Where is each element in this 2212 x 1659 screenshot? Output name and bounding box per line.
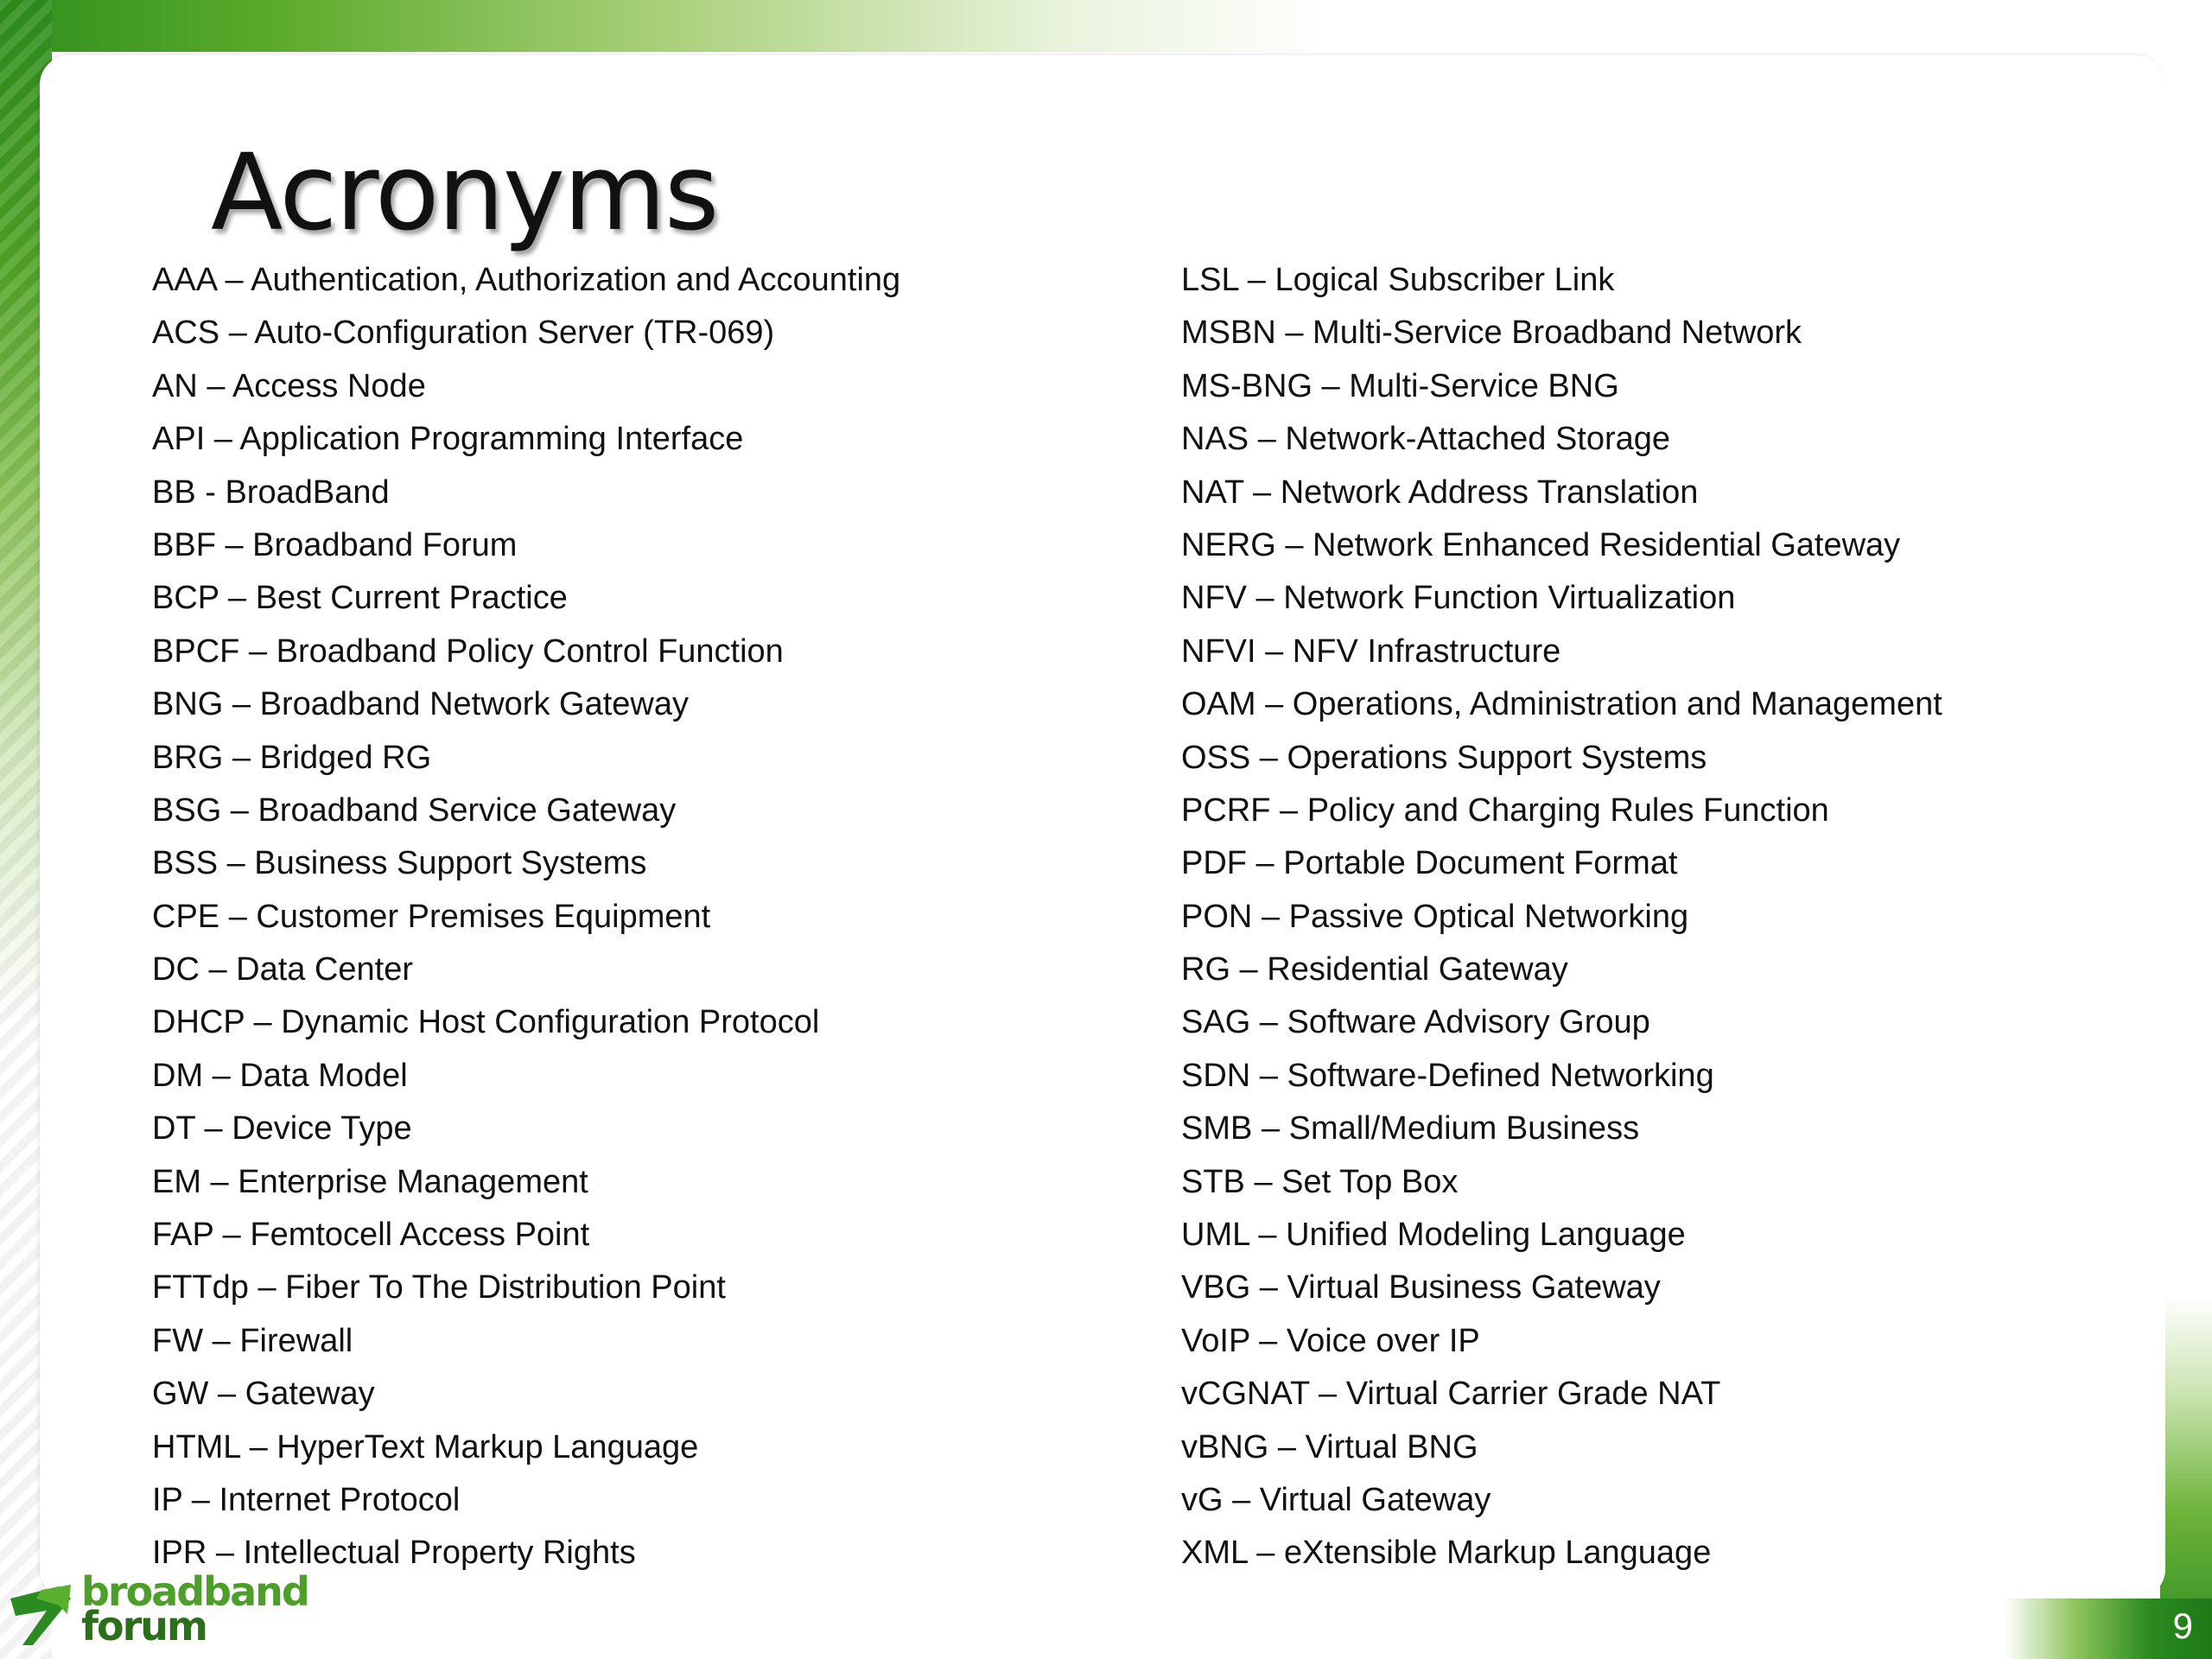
acronym-item: DM – Data Model bbox=[152, 1057, 408, 1094]
acronym-item: API – Application Programming Interface bbox=[152, 421, 744, 458]
acronym-item: VBG – Virtual Business Gateway bbox=[1181, 1269, 1661, 1306]
frame-top-band bbox=[0, 0, 2212, 52]
logo-text-line1: broadband bbox=[81, 1568, 308, 1615]
acronym-item: IP – Internet Protocol bbox=[152, 1481, 461, 1518]
acronym-item: PON – Passive Optical Networking bbox=[1181, 898, 1689, 935]
acronym-item: SDN – Software-Defined Networking bbox=[1181, 1057, 1714, 1094]
acronym-item: AN – Access Node bbox=[152, 367, 426, 404]
acronym-item: BSS – Business Support Systems bbox=[152, 845, 647, 882]
acronym-item: PDF – Portable Document Format bbox=[1181, 845, 1678, 882]
acronym-item: HTML – HyperText Markup Language bbox=[152, 1428, 699, 1465]
acronym-item: BSG – Broadband Service Gateway bbox=[152, 791, 677, 829]
acronym-item: FW – Firewall bbox=[152, 1322, 353, 1359]
acronym-item: OAM – Operations, Administration and Management bbox=[1181, 686, 1942, 723]
acronym-item: BB - BroadBand bbox=[152, 474, 390, 511]
acronym-item: ACS – Auto-Configuration Server (TR-069) bbox=[152, 315, 775, 352]
acronym-item: LSL – Logical Subscriber Link bbox=[1181, 262, 1615, 298]
acronym-item: BRG – Bridged RG bbox=[152, 739, 432, 776]
acronym-item: SAG – Software Advisory Group bbox=[1181, 1004, 1650, 1041]
acronym-item: DHCP – Dynamic Host Configuration Protocol bbox=[152, 1004, 820, 1041]
acronym-item: UML – Unified Modeling Language bbox=[1181, 1217, 1686, 1254]
acronym-item: BNG – Broadband Network Gateway bbox=[152, 686, 689, 723]
broadband-forum-arrow-icon bbox=[7, 1581, 76, 1650]
acronym-item: CPE – Customer Premises Equipment bbox=[152, 898, 711, 935]
acronym-item: FTTdp – Fiber To The Distribution Point bbox=[152, 1269, 726, 1306]
acronym-item: NAS – Network-Attached Storage bbox=[1181, 421, 1671, 458]
acronym-item: BPCF – Broadband Policy Control Function bbox=[152, 632, 784, 670]
acronym-item: DC – Data Center bbox=[152, 951, 414, 988]
acronym-item: BCP – Best Current Practice bbox=[152, 580, 568, 617]
acronym-item: NAT – Network Address Translation bbox=[1181, 474, 1699, 511]
logo-text-line2: forum bbox=[81, 1603, 207, 1649]
acronym-item: AAA – Authentication, Authorization and Accounting bbox=[152, 262, 901, 298]
acronym-item: IPR – Intellectual Property Rights bbox=[152, 1535, 636, 1572]
slide-title: Acronyms bbox=[211, 131, 718, 254]
acronym-item: vCGNAT – Virtual Carrier Grade NAT bbox=[1181, 1376, 1721, 1413]
acronym-item: RG – Residential Gateway bbox=[1181, 951, 1568, 988]
acronym-item: EM – Enterprise Management bbox=[152, 1163, 588, 1200]
acronym-item: NFVI – NFV Infrastructure bbox=[1181, 632, 1561, 670]
acronym-item: MSBN – Multi-Service Broadband Network bbox=[1181, 315, 1802, 352]
page-number: 9 bbox=[2172, 1605, 2193, 1646]
acronym-item: PCRF – Policy and Charging Rules Function bbox=[1181, 791, 1829, 829]
acronym-list-left bbox=[152, 256, 900, 1582]
acronym-item: vBNG – Virtual BNG bbox=[1181, 1428, 1478, 1465]
acronym-item: NERG – Network Enhanced Residential Gateway bbox=[1181, 526, 1901, 563]
acronym-item: NFV – Network Function Virtualization bbox=[1181, 580, 1736, 617]
acronym-item: BBF – Broadband Forum bbox=[152, 526, 518, 563]
acronym-item: STB – Set Top Box bbox=[1181, 1163, 1459, 1200]
acronym-item: OSS – Operations Support Systems bbox=[1181, 739, 1707, 776]
acronym-list-right bbox=[1181, 256, 1942, 1582]
acronym-item: VoIP – Voice over IP bbox=[1181, 1322, 1480, 1359]
broadband-forum-logo bbox=[7, 1568, 335, 1652]
acronym-item: XML – eXtensible Markup Language bbox=[1181, 1535, 1712, 1572]
acronym-item: MS-BNG – Multi-Service BNG bbox=[1181, 367, 1619, 404]
acronym-item: GW – Gateway bbox=[152, 1376, 375, 1413]
acronym-item: SMB – Small/Medium Business bbox=[1181, 1110, 1640, 1147]
acronym-item: DT – Device Type bbox=[152, 1110, 412, 1147]
acronym-item: vG – Virtual Gateway bbox=[1181, 1481, 1491, 1518]
acronym-item: FAP – Femtocell Access Point bbox=[152, 1217, 590, 1254]
